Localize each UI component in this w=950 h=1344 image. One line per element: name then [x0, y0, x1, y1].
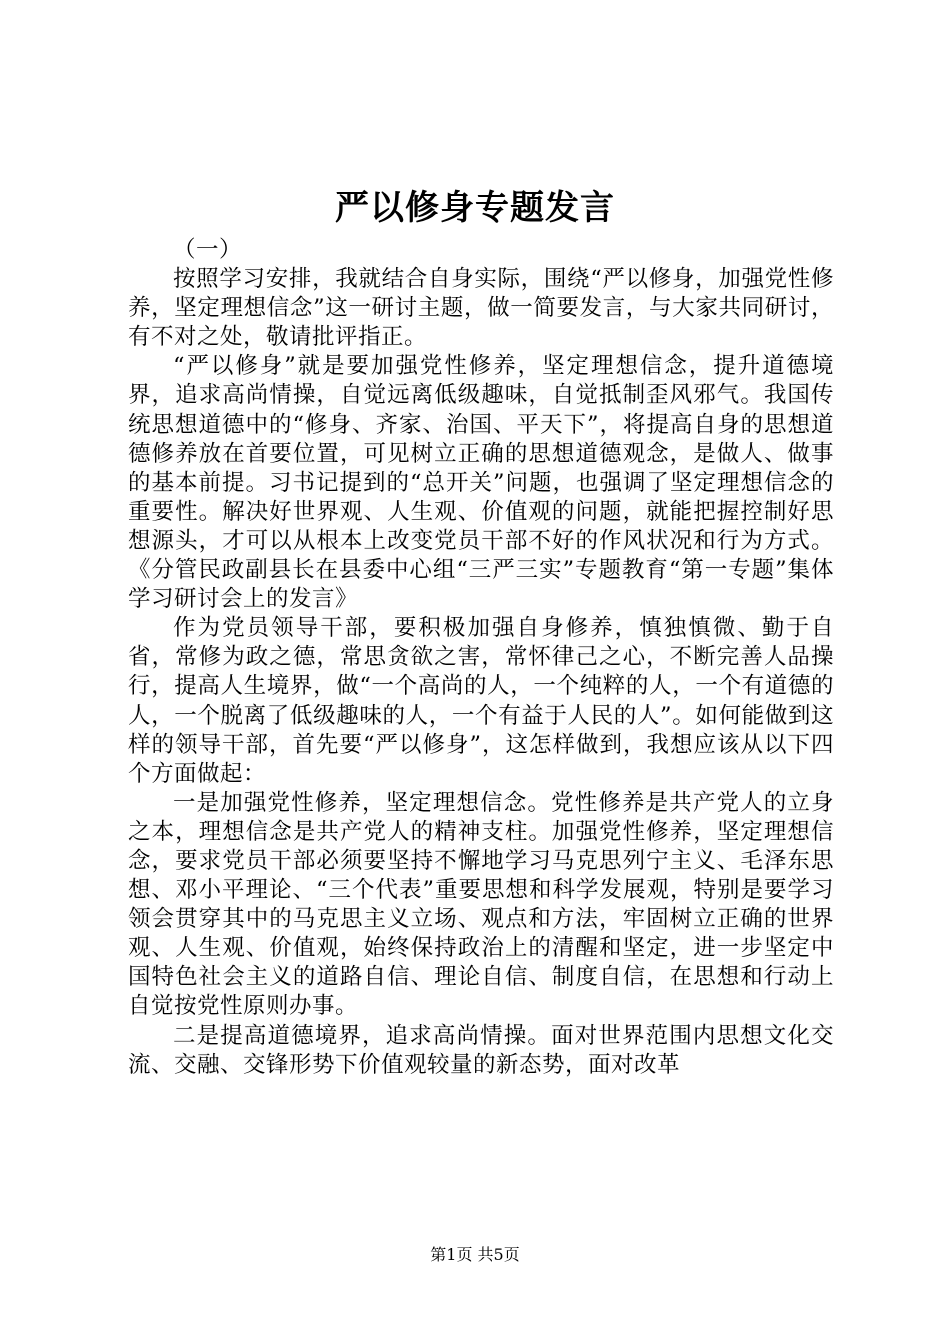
paragraph: 作为党员领导干部，要积极加强自身修养，慎独慎微、勤于自省，常修为政之德，常思贪欲之害，常怀律己之心，不断完善人品操行，提高人生境界，做“一个高尚的人，一个纯粹的人，一个有道德的人，一个脱离了低级趣味的人，一个有益于人民的人”。如何能做到这样的领导干部，首先要“严以修身”，这怎样做到，我想应该从以下四个方面做起：: [128, 615, 834, 787]
page-footer: 第1页 共5页: [430, 1245, 520, 1264]
paragraph: 一是加强党性修养，坚定理想信念。党性修养是共产党人的立身之本，理想信念是共产党人的精神支柱。加强党性修养，坚定理想信念，要求党员干部必须要坚持不懈地学习马克思列宁主义、毛泽东思想、邓小平理论、“三个代表”重要思想和科学发展观，特别是要学习领会贯穿其中的马克思主义立场、观点和方法，牢固树立正确的世界观、人生观、价值观，始终保持政治上的清醒和坚定，进一步坚定中国特色社会主义的道路自信、理论自信、制度自信，在思想和行动上自觉按党性原则办事。: [128, 789, 834, 1020]
section-marker: （一）: [173, 237, 243, 263]
paragraph: “严以修身”就是要加强党性修养，坚定理想信念，提升道德境界，追求高尚情操，自觉远离低级趣味，自觉抵制歪风邪气。我国传统思想道德中的“修身、齐家、治国、平天下”，将提高自身的思想道德修养放在首要位置，可见树立正确的思想道德观念，是做人、做事的基本前提。习书记提到的“总开关”问题，也强调了坚定理想信念的重要性。解决好世界观、人生观、价值观的问题，就能把握控制好思想源头，才可以从根本上改变党员干部不好的作风状况和行为方式。《分管民政副县长在县委中心组“三严三实”专题教育“第一专题”集体学习研讨会上的发言》: [128, 353, 834, 613]
paragraph: 按照学习安排，我就结合自身实际，围绕“严以修身，加强党性修养，坚定理想信念”这一研讨主题，做一简要发言，与大家共同研讨，有不对之处，敬请批评指正。: [128, 266, 834, 351]
paragraph: 二是提高道德境界，追求高尚情操。面对世界范围内思想文化交流、交融、交锋形势下价值观较量的新态势，面对改革: [128, 1022, 834, 1078]
document-title: 严以修身专题发言: [335, 188, 615, 228]
document-body: [128, 236, 834, 1080]
